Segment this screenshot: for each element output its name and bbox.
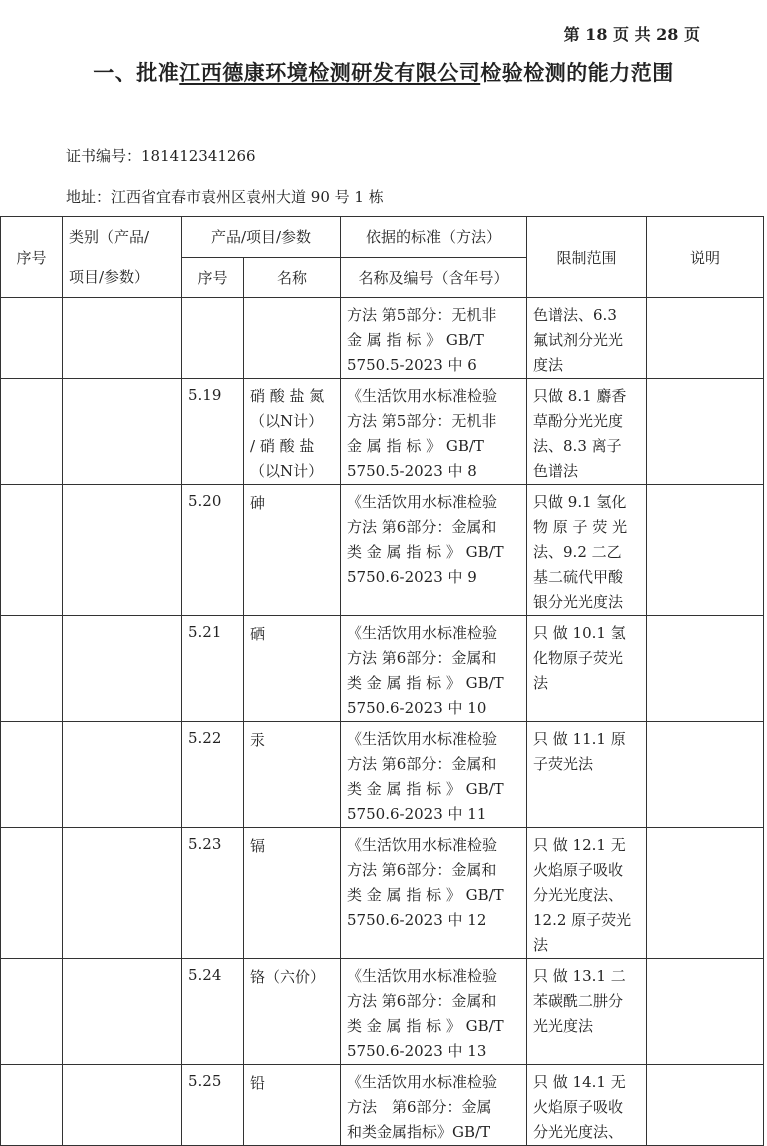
standard-line: 金 属 指 标 》 GB/T <box>347 331 484 349</box>
limit-line: 色谱法、6.3 <box>533 306 617 324</box>
item-name-line: 硝 酸 盐 氮 <box>250 387 325 405</box>
standard-line: 方法 第6部分：金属 <box>347 1098 492 1116</box>
cell-item-number <box>182 298 244 379</box>
limit-line: 苯碳酰二肼分 <box>533 992 624 1010</box>
header-sub-name: 名称 <box>244 257 341 298</box>
cell-item-name <box>244 1065 341 1146</box>
standard-line: 方法 第6部分：金属和 <box>347 518 497 536</box>
cell-limit <box>527 959 647 1065</box>
standard-line: 方法 第6部分：金属和 <box>347 992 497 1010</box>
standard-line: 《生活饮用水标准检验 <box>347 1073 498 1091</box>
cell-item-name <box>244 379 341 485</box>
limit-line: 只做 9.1 氢化 <box>533 493 627 511</box>
cell-seq <box>1 298 63 379</box>
standard-line: 方法 第6部分：金属和 <box>347 755 497 773</box>
cell-seq <box>1 722 63 828</box>
header-standard: 依据的标准（方法） <box>341 217 527 258</box>
cell-limit <box>527 616 647 722</box>
table-row <box>1 722 764 828</box>
standard-line: 5750.5-2023 中 8 <box>347 462 477 480</box>
limit-line: 分光光度法、 <box>533 1123 624 1141</box>
title-suffix: 检验检测的能力范围 <box>480 60 674 85</box>
item-name-line: （以N计） <box>250 412 324 430</box>
cell-limit <box>527 722 647 828</box>
cell-note <box>647 298 764 379</box>
cell-seq <box>1 959 63 1065</box>
standard-line: 5750.5-2023 中 6 <box>347 356 477 374</box>
limit-line: 色谱法 <box>533 462 579 480</box>
standard-line: 类 金 属 指 标 》 GB/T <box>347 886 504 904</box>
limit-line: 氟试剂分光光 <box>533 331 624 349</box>
cell-item-number: 5.23 <box>182 828 244 959</box>
cell-seq <box>1 828 63 959</box>
item-name-line: 铅 <box>250 1074 266 1092</box>
cell-seq <box>1 485 63 616</box>
limit-line: 草酚分光光度 <box>533 412 624 430</box>
cell-standard <box>341 959 527 1065</box>
table-body <box>1 298 764 1146</box>
limit-line: 分光光度法、 <box>533 886 624 904</box>
standard-line: 方法 第6部分：金属和 <box>347 861 497 879</box>
certificate-number <box>66 145 256 166</box>
cell-limit <box>527 298 647 379</box>
header-category-line2: 项目/参数） <box>69 268 150 286</box>
capability-table <box>0 216 764 1146</box>
cell-standard <box>341 298 527 379</box>
table-row <box>1 379 764 485</box>
header-category <box>63 217 182 298</box>
limit-line: 法 <box>533 674 549 692</box>
standard-line: 《生活饮用水标准检验 <box>347 493 498 511</box>
cell-category <box>63 485 182 616</box>
cell-category <box>63 298 182 379</box>
cell-item-number: 5.24 <box>182 959 244 1065</box>
item-name-line: 铬（六价） <box>250 968 326 986</box>
standard-line: 5750.6-2023 中 13 <box>347 1042 487 1060</box>
cell-standard <box>341 616 527 722</box>
standard-line: 金 属 指 标 》 GB/T <box>347 437 484 455</box>
standard-line: 5750.6-2023 中 11 <box>347 805 487 823</box>
cell-item-number: 5.19 <box>182 379 244 485</box>
standard-line: 方法 第5部分：无机非 <box>347 412 497 430</box>
cell-seq <box>1 1065 63 1146</box>
cell-note <box>647 379 764 485</box>
cell-note <box>647 1065 764 1146</box>
header-standard-sub: 名称及编号（含年号） <box>341 257 527 298</box>
table-row <box>1 1065 764 1146</box>
limit-line: 子荧光法 <box>533 755 594 773</box>
limit-line: 法、8.3 离子 <box>533 437 622 455</box>
table-row <box>1 485 764 616</box>
limit-line: 基二硫代甲酸 <box>533 568 624 586</box>
limit-line: 只 做 13.1 二 <box>533 967 626 985</box>
cell-note <box>647 959 764 1065</box>
limit-line: 物 原 子 荧 光 <box>533 518 628 536</box>
standard-line: 类 金 属 指 标 》 GB/T <box>347 780 504 798</box>
item-name-line: 砷 <box>250 494 266 512</box>
limit-line: 度法 <box>533 356 564 374</box>
item-name-line: / 硝 酸 盐 <box>250 437 315 455</box>
limit-line: 只做 8.1 麝香 <box>533 387 627 405</box>
certificate-value: 181412341266 <box>141 147 256 165</box>
standard-line: 类 金 属 指 标 》 GB/T <box>347 1017 504 1035</box>
header-sub-no: 序号 <box>182 257 244 298</box>
cell-item-number: 5.25 <box>182 1065 244 1146</box>
cell-standard <box>341 828 527 959</box>
cell-standard <box>341 1065 527 1146</box>
standard-line: 5750.6-2023 中 12 <box>347 911 487 929</box>
cell-seq <box>1 379 63 485</box>
standard-line: 5750.6-2023 中 10 <box>347 699 487 717</box>
page-number: 第 18 页 共 28 页 <box>563 25 700 44</box>
cell-standard <box>341 379 527 485</box>
standard-line: 方法 第5部分：无机非 <box>347 306 497 324</box>
limit-line: 只 做 11.1 原 <box>533 730 626 748</box>
cell-category <box>63 959 182 1065</box>
cell-standard <box>341 722 527 828</box>
cell-item-name <box>244 959 341 1065</box>
header-category-line1: 类别（产品/ <box>69 228 150 246</box>
cell-item-name <box>244 828 341 959</box>
item-name-line: 汞 <box>250 731 266 749</box>
item-name-line: 镉 <box>250 837 266 855</box>
table-row <box>1 298 764 379</box>
cell-category <box>63 379 182 485</box>
header-note: 说明 <box>647 217 764 298</box>
cell-note <box>647 828 764 959</box>
cell-seq <box>1 616 63 722</box>
limit-line: 只 做 12.1 无 <box>533 836 626 854</box>
cell-note <box>647 616 764 722</box>
limit-line: 法 <box>533 936 549 954</box>
cell-note <box>647 485 764 616</box>
cell-limit <box>527 828 647 959</box>
limit-line: 只 做 10.1 氢 <box>533 624 626 642</box>
table-row <box>1 616 764 722</box>
standard-line: 《生活饮用水标准检验 <box>347 967 498 985</box>
header-limit: 限制范围 <box>527 217 647 298</box>
standard-line: 《生活饮用水标准检验 <box>347 836 498 854</box>
standard-line: 5750.6-2023 中 9 <box>347 568 477 586</box>
cell-item-number: 5.20 <box>182 485 244 616</box>
standard-line: 类 金 属 指 标 》 GB/T <box>347 543 504 561</box>
cell-note <box>647 722 764 828</box>
limit-line: 法、9.2 二乙 <box>533 543 622 561</box>
cell-category <box>63 1065 182 1146</box>
cell-item-number: 5.21 <box>182 616 244 722</box>
standard-line: 类 金 属 指 标 》 GB/T <box>347 674 504 692</box>
title-prefix: 一、批准 <box>93 60 180 85</box>
cell-item-number: 5.22 <box>182 722 244 828</box>
title-organization: 江西德康环境检测研发有限公司 <box>179 60 481 85</box>
limit-line: 12.2 原子荧光 <box>533 911 632 929</box>
limit-line: 光光度法 <box>533 1017 594 1035</box>
header-product: 产品/项目/参数 <box>182 217 341 258</box>
address-label: 地址： <box>66 188 112 206</box>
limit-line: 只 做 14.1 无 <box>533 1073 626 1091</box>
limit-line: 银分光光度法 <box>533 593 624 611</box>
standard-line: 和类金属指标》GB/T <box>347 1123 491 1141</box>
cell-item-name <box>244 616 341 722</box>
page-title <box>0 57 767 87</box>
standard-line: 《生活饮用水标准检验 <box>347 624 498 642</box>
limit-line: 火焰原子吸收 <box>533 861 624 879</box>
cell-item-name <box>244 722 341 828</box>
item-name-line: （以N计） <box>250 462 324 480</box>
cell-standard <box>341 485 527 616</box>
standard-line: 《生活饮用水标准检验 <box>347 730 498 748</box>
cell-limit <box>527 379 647 485</box>
table-row <box>1 828 764 959</box>
standard-line: 《生活饮用水标准检验 <box>347 387 498 405</box>
item-name-line: 硒 <box>250 625 266 643</box>
table-row <box>1 959 764 1065</box>
address <box>66 186 384 207</box>
certificate-label: 证书编号： <box>66 147 142 165</box>
cell-category <box>63 616 182 722</box>
cell-item-name <box>244 298 341 379</box>
limit-line: 火焰原子吸收 <box>533 1098 624 1116</box>
header-seq: 序号 <box>1 217 63 298</box>
limit-line: 化物原子荧光 <box>533 649 624 667</box>
cell-category <box>63 722 182 828</box>
cell-limit <box>527 1065 647 1146</box>
cell-item-name <box>244 485 341 616</box>
address-value: 江西省宜春市袁州区袁州大道 90 号 1 栋 <box>111 188 384 206</box>
cell-category <box>63 828 182 959</box>
cell-limit <box>527 485 647 616</box>
standard-line: 方法 第6部分：金属和 <box>347 649 497 667</box>
